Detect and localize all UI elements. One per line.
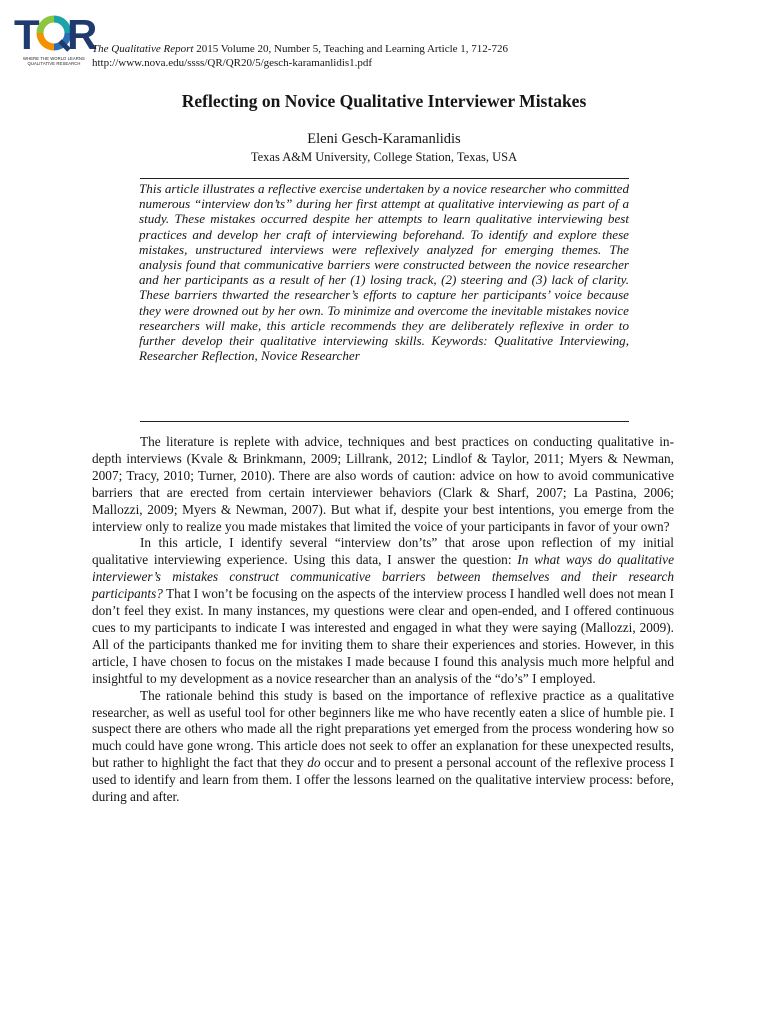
tqr-logo-mark (14, 11, 98, 58)
body-paragraph-1: The literature is replete with advice, techniques and best practices on conducting qualitative in-depth interviews (Kvale & Brinkmann, 2009; Lillrank, 2012; Lindlof & Taylor, 2011; Myers & Newman, 2007; Tracy, 2010; Turner, 2010). There are also words of caution: advice on how to avoid communicative barriers that are erected from certain interviewer behaviors (Clark & Sharf, 2007; La Pastina, 2006; Mallozzi, 2009; Myers & Newman, 2007). But what if, despite your best intentions, you emerge from the interview only to realize you made mistakes that limited the voice of your participants in favor of your own? (92, 434, 674, 534)
journal-name: The Qualitative Report (92, 43, 194, 55)
body-paragraph-2-rest: That I won’t be focusing on the aspects of the interview process I handled well does not mean I don’t feel they exist. In many instances, my questions were clear and open-ended, and I offered continuous cues to my participants to indicate I was interested and engaged in what they were saying (Mallozzi, 2009). All of the participants thanked me for inviting them to share their experiences and stories. However, in this article, I have chosen to focus on the mistakes I made because I found this analysis much more helpful and insightful to my development as a novice researcher than an analysis of the “do’s” I employed. (92, 586, 674, 686)
journal-citation: 2015 Volume 20, Number 5, Teaching and Learning Article 1, 712-726 (193, 43, 508, 55)
abstract-bottom-rule (140, 421, 629, 422)
citation-line (92, 42, 508, 56)
abstract: This article illustrates a reflective exercise undertaken by a novice researcher who committed numerous “interview don’ts” during her first attempt at qualitative interviewing as part of a study. These mistakes occurred despite her attempts to learn qualitative interviewing best practices and develop her craft of interviewing beforehand. To identify and explore these mistakes, unstructured interviews were reflexively analyzed for emerging themes. The analysis found that communicative barriers were constructed between the novice researcher and her participants as a result of her (1) losing track, (2) steering and (3) lack of clarity. These barriers thwarted the researcher’s efforts to capture her participants’ voice because they were drowned out by her own. To minimize and overcome the inevitable mistakes novice researchers will make, this article recommends they are deliberately reflexive in order to further develop their qualitative interviewing skills. Keywords: Qualitative Interviewing, Researcher Reflection, Novice Researcher (139, 181, 629, 364)
body-paragraph-3-intro: The rationale behind this study is based on the importance of reflexive practice as a qualitative researcher, as well as useful tool for other beginners like me who have recently eaten a slice of humble pie. I suspect there are others who made all the right preparations yet emerged from the process wondering how so much could have gone wrong. This article does not seek to offer an explanation for these unexpected results, but rather to highlight the fact that they (92, 687, 674, 771)
author-affiliation: Texas A&M University, College Station, Texas, USA (250, 150, 518, 164)
journal-logo (14, 11, 98, 68)
logo-letter-r: R (67, 11, 98, 58)
logo-tagline (14, 56, 94, 66)
logo-ring-q (40, 19, 69, 50)
body-paragraph-3-rest: occur and to present a personal account of the reflexive process I used to identify and learn from them. I offer the lessons learned on the qualitative interview process: before, during and after. (92, 755, 675, 805)
logo-tagline-1: WHERE THE WORLD LEARNS (23, 56, 85, 61)
abstract-top-rule (140, 178, 629, 179)
article-url[interactable]: http://www.nova.edu/ssss/QR/QR20/5/gesch-karamanlidis1.pdf (92, 57, 373, 69)
article-body (92, 434, 674, 806)
research-question: In what ways do qualitative interviewer’s mistakes construct communicative barriers between themselves and their research participants? (92, 552, 674, 602)
body-paragraph-2-intro: In this article, I identify several “interview don’ts” that arose upon reflection of my initial qualitative interviewing experience. Using this data, I answer the question: (92, 535, 674, 568)
citation-header (92, 42, 508, 70)
logo-tagline-2: QUALITATIVE RESEARCH (27, 61, 81, 66)
emphasis-do: do (307, 755, 321, 771)
logo-letter-t: T (14, 11, 40, 58)
body-paragraph-3 (92, 688, 674, 806)
body-paragraph-2 (92, 535, 674, 687)
author-name: Eleni Gesch-Karamanlidis (307, 131, 461, 147)
article-title: Reflecting on Novice Qualitative Interviewer Mistakes (181, 91, 587, 111)
